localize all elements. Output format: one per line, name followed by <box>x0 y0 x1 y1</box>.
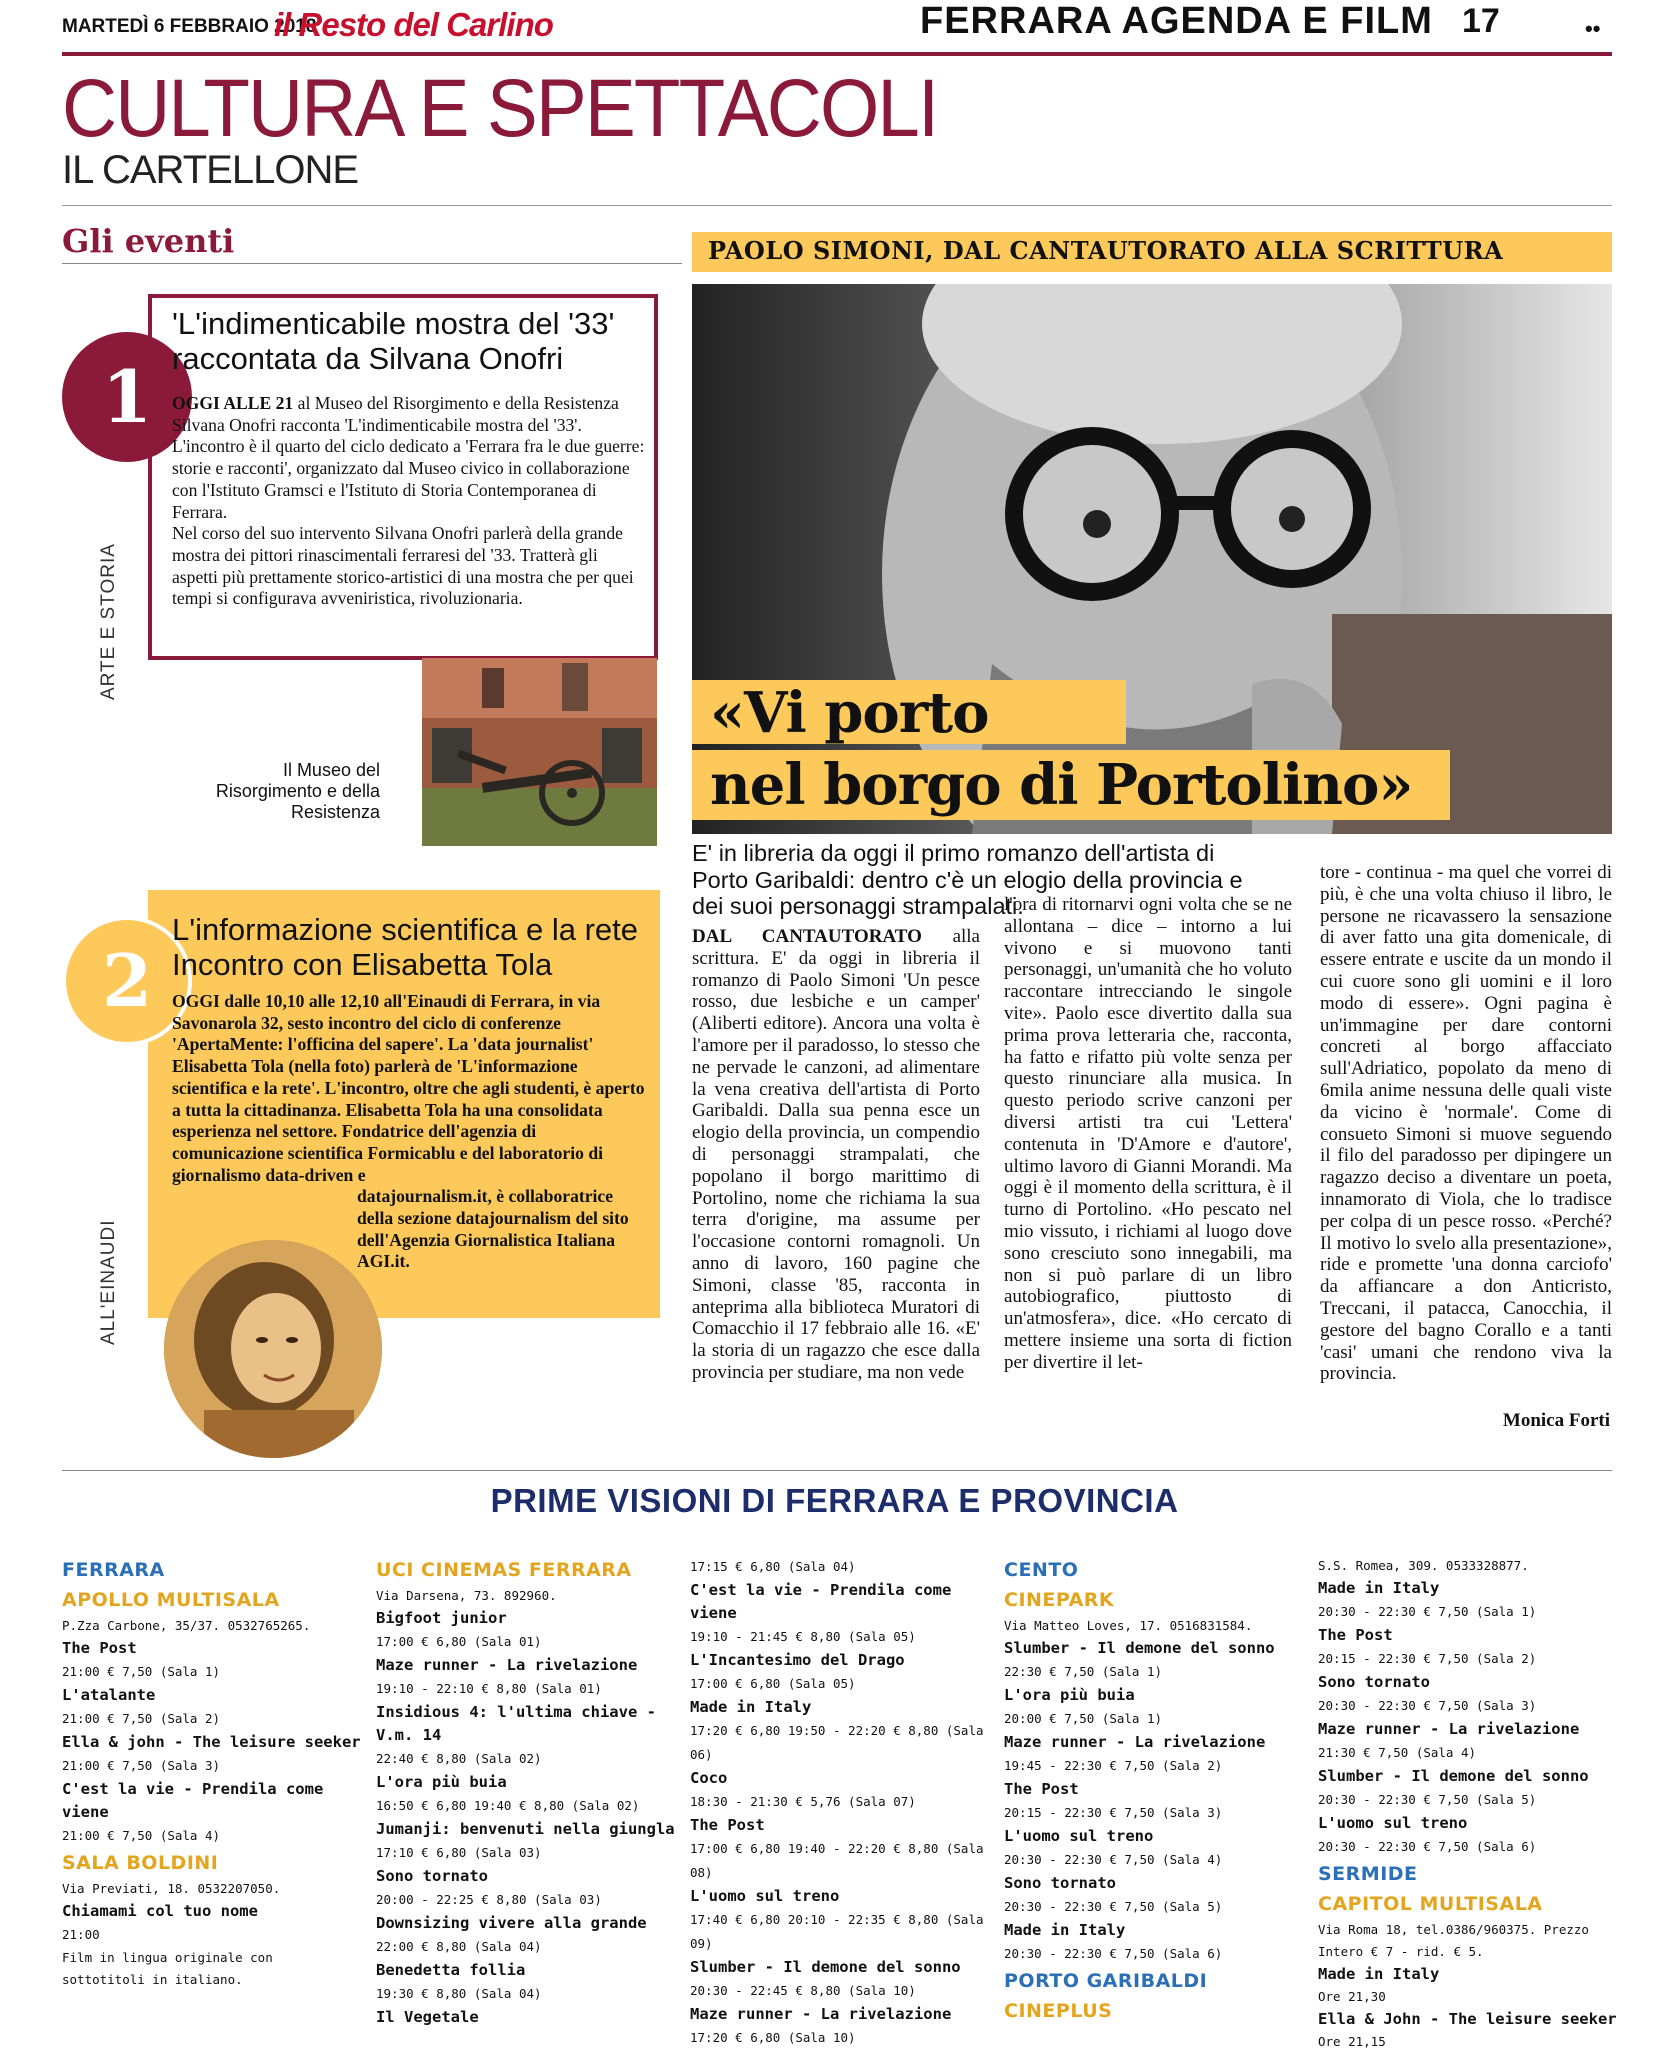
venue-address: Via Darsena, 73. 892960. <box>376 1588 557 1603</box>
venue-address: Ore 21,15 <box>1318 2034 1386 2049</box>
event-1-body <box>172 393 647 610</box>
header-rule <box>62 52 1612 56</box>
headline-line-1: «Vi porto <box>710 680 989 746</box>
film-title: Maze runner - La rivelazione <box>1004 1733 1266 1751</box>
event-number-badge: 2 <box>62 916 192 1046</box>
film-title: L'uomo sul treno <box>1004 1827 1154 1845</box>
film-title: The Post <box>62 1639 137 1657</box>
cinema-column <box>62 1555 362 1991</box>
cinema-column <box>1318 1555 1618 2053</box>
showtime: 21:00 € 7,50 (Sala 2) <box>62 1711 221 1726</box>
showtime: 21:00 € 7,50 (Sala 1) <box>62 1664 221 1679</box>
showtime: 20:30 - 22:30 € 7,50 (Sala 4) <box>1004 1852 1223 1867</box>
film-title: Insidious 4: l'ultima chiave - V.m. 14 <box>376 1703 656 1744</box>
article-column-1 <box>692 926 980 1384</box>
film-title: Maze runner - La rivelazione <box>1318 1720 1580 1738</box>
showtime: 17:20 € 6,80 (Sala 10) <box>690 2030 856 2045</box>
venue-name: APOLLO MULTISALA <box>62 1589 280 1611</box>
event-1-text: al Museo del Risorgimento e della Resistenza Silvana Onofri racconta 'L'indimenticabile mostra del '33'. L'incontro è il quarto del ciclo dedicato a 'Ferrara fra le due guerre: storie e racconti', organizzato dal Museo civico in collaborazione con l'Istituto Gramsci e l'Istituto di Storia Contemporanea di Ferrara. <box>172 393 645 522</box>
showtime: 21:00 <box>62 1927 100 1942</box>
film-title: Made in Italy <box>1004 1921 1126 1939</box>
film-title: Maze runner - La rivelazione <box>376 1656 638 1674</box>
event-number-badge: 1 <box>62 332 192 462</box>
showtime: 19:10 - 21:45 € 8,80 (Sala 05) <box>690 1629 916 1644</box>
newspaper-logo: il Resto del Carlino <box>274 6 553 43</box>
showtime: 16:50 € 6,80 19:40 € 8,80 (Sala 02) <box>376 1798 640 1813</box>
film-title: Il Vegetale <box>376 2008 479 2026</box>
film-title: The Post <box>690 1816 765 1834</box>
events-heading: Gli eventi <box>62 222 235 260</box>
article-text: alla scrittura. E' da oggi in libreria il romanzo di Paolo Simoni 'Un pesce rosso, due lesbiche e un camper' (Aliberti editore). Ancora una volta è l'amore per il paradosso, lo stesso che ne pervade le canzoni, ad alimentare la vena creativa dell'artista di Porto Garibaldi. Dalla sua penna esce un elogio della provincia, un compendio di personaggi strampalati, che popolano il borgo marittimo di Portolino, nome che richiama la sua terra d'origine, ma assume per l'occasione contorni romagnoli. Un anno di lavoro, 160 pagine che Simoni, classe '85, racconta in anteprima alla biblioteca Muratori di Comacchio il 17 febbraio alle 16. «E' la storia di un ragazzo che esce dalla provincia per studiare, ma non vede <box>692 926 980 1383</box>
film-title: Made in Italy <box>1318 1965 1440 1983</box>
film-title: Coco <box>690 1769 728 1787</box>
city-heading: PORTO GARIBALDI <box>1004 1970 1208 1992</box>
showtime: 22:40 € 8,80 (Sala 02) <box>376 1751 542 1766</box>
showtime: 19:45 - 22:30 € 7,50 (Sala 2) <box>1004 1758 1223 1773</box>
showtime: 20:15 - 22:30 € 7,50 (Sala 2) <box>1318 1651 1537 1666</box>
film-title: Sono tornato <box>1318 1673 1430 1691</box>
film-title: Made in Italy <box>1318 1579 1440 1597</box>
showtime: 22:30 € 7,50 (Sala 1) <box>1004 1664 1163 1679</box>
article-column-2: l'ora di ritornarvi ogni volta che se ne allontana – dice – intorno a lui vivono e si muovono tanti personaggi, un'umanità che ho voluto raccontare intrecciando le singole vite». Paolo esce divertito dalla sua prima prova letteraria che, racconta, ha fatto e rifatto più volte senza per questo rinunciare alla musica. In questo periodo scrive canzoni per diversi artisti tra cui 'Lettera' contenuta in 'D'Amore e d'autore', ultimo lavoro di Gianni Morandi. Ma oggi è il momento della scrittura, è il turno di Portolino. «Ho pescato nel mio vissuto, i richiami al luogo dove sono cresciuto sono innegabili, ma non si può parlare di un libro autobiografico, piuttosto di un'atmosfera», dice. «Ho cercato di mettere insieme una sorta di fiction per divertire il let- <box>1004 894 1292 1373</box>
header-dots: •• <box>1585 16 1601 41</box>
page-number: 17 <box>1462 2 1500 40</box>
film-title: Downsizing vivere alla grande <box>376 1914 647 1932</box>
feature-kicker: PAOLO SIMONI, DAL CANTAUTORATO ALLA SCRITTURA <box>708 236 1504 265</box>
film-title: L'atalante <box>62 1686 156 1704</box>
film-title: Slumber - Il demone del sonno <box>1318 1767 1589 1785</box>
film-title: Ella & john - The leisure seeker <box>62 1733 361 1751</box>
article-column-3: tore - continua - ma quel che vorrei di più, è che una volta chiuso il libro, le persone ne ricavassero la sensazione di aver fatto una gita domenicale, di essere entrate e uscite da un mondo il cui cuore sono gli uomini e il loro modo di essere». Ogni pagina è un'immagine per dare contorni concreti al borgo affacciato sull'Adriatico, popolato da meno di 6mila anime nessuna delle quali viste da vicino è 'normale'. Come di consueto Simoni si muove seguendo il filo del paradosso per dipingere un ragazzo deciso a diventare un poeta, innamorato di Viola, che lo tradisce per colpa di un pesce rosso. «Perché? Il motivo lo svelo alla presentazione», ride e promette 'una donna carciofo' da affiancare a don Anticristo, Treccani, il patacca, Canocchia, il gestore del bagno Corallo e a tanti 'casi' umani che rendono viva la provincia. <box>1320 862 1612 1385</box>
venue-address: Via Previati, 18. 0532207050. <box>62 1881 281 1896</box>
showtime: 17:20 € 6,80 19:50 - 22:20 € 8,80 (Sala 06) <box>690 1723 984 1762</box>
city-heading: CENTO <box>1004 1559 1079 1581</box>
cinema-heading: PRIME VISIONI DI FERRARA E PROVINCIA <box>490 1482 1179 1519</box>
showtime: 20:15 - 22:30 € 7,50 (Sala 3) <box>1004 1805 1223 1820</box>
film-title: C'est la vie - Prendila come viene <box>690 1581 952 1622</box>
showtime: 20:30 - 22:30 € 7,50 (Sala 6) <box>1004 1946 1223 1961</box>
venue-address: P.Zza Carbone, 35/37. 0532765265. <box>62 1618 311 1633</box>
film-title: L'uomo sul treno <box>690 1887 840 1905</box>
film-title: The Post <box>1004 1780 1079 1798</box>
event-2-text-indent: datajournalism.it, è collaboratrice della sezione datajournalism del sito dell'Agenzia Giornalistica Italiana AGI.it. <box>357 1186 629 1272</box>
headline-line-2: nel borgo di Portolino» <box>710 752 1413 818</box>
venue-address: Film in lingua originale con sottotitoli in italiano. <box>62 1950 273 1987</box>
showtime: 19:30 € 8,80 (Sala 04) <box>376 1986 542 2001</box>
film-title: Slumber - Il demone del sonno <box>1004 1639 1275 1657</box>
showtime: 17:00 € 6,80 19:40 - 22:20 € 8,80 (Sala 08) <box>690 1841 984 1880</box>
event-1-category: ARTE E STORIA <box>98 543 119 700</box>
film-title: L'ora più buia <box>376 1773 507 1791</box>
showtime: 20:30 - 22:45 € 8,80 (Sala 10) <box>690 1983 916 1998</box>
event-2-category: ALL'EINAUDI <box>98 1219 119 1345</box>
venue-name: CAPITOL MULTISALA <box>1318 1893 1543 1915</box>
cinema-column <box>690 1555 990 2050</box>
film-title: Made in Italy <box>690 1698 812 1716</box>
article-lead: DAL CANTAUTORATO <box>692 926 922 947</box>
venue-address: Ore 21,30 <box>1318 1989 1386 2004</box>
event-1-text-2: Nel corso del suo intervento Silvana Onofri parlerà della grande mostra dei pittori rinascimentali ferraresi del '33. Tratterà gli aspetti più prettamente storico-artistici di una mostra che per quei tempi si configurava avveniristica, rivoluzionaria. <box>172 523 634 609</box>
showtime: 20:30 - 22:30 € 7,50 (Sala 6) <box>1318 1839 1537 1854</box>
showtime: 20:00 - 22:25 € 8,80 (Sala 03) <box>376 1892 602 1907</box>
museum-photo <box>422 658 657 846</box>
showtime: 17:15 € 6,80 (Sala 04) <box>690 1559 856 1574</box>
showtime: 21:30 € 7,50 (Sala 4) <box>1318 1745 1477 1760</box>
showtime: 22:00 € 8,80 (Sala 04) <box>376 1939 542 1954</box>
divider <box>62 1470 1612 1471</box>
venue-name: SALA BOLDINI <box>62 1852 219 1874</box>
photo-caption: Il Museo del Risorgimento e della Resistenza <box>215 760 380 822</box>
film-title: Chiamami col tuo nome <box>62 1902 258 1920</box>
showtime: 20:00 € 7,50 (Sala 1) <box>1004 1711 1163 1726</box>
header-date: MARTEDÌ 6 FEBBRAIO 2018 <box>62 16 317 37</box>
film-title: Maze runner - La rivelazione <box>690 2005 952 2023</box>
showtime: 20:30 - 22:30 € 7,50 (Sala 5) <box>1004 1899 1223 1914</box>
film-title: Benedetta follia <box>376 1961 526 1979</box>
city-heading: SERMIDE <box>1318 1863 1418 1885</box>
event-1-lead: OGGI ALLE 21 <box>172 393 294 413</box>
divider <box>62 263 682 264</box>
event-1-title: 'L'indimenticabile mostra del '33' raccontata da Silvana Onofri <box>172 306 615 376</box>
film-title: The Post <box>1318 1626 1393 1644</box>
film-title: L'Incantesimo del Drago <box>690 1651 905 1669</box>
event-2-text: OGGI dalle 10,10 alle 12,10 all'Einaudi di Ferrara, in via Savonarola 32, sesto incontro del ciclo di conferenze 'ApertaMente: l'officina del sapere'. La 'data journalist' Elisabetta Tola (nella foto) parlerà de 'L'informazione scientifica e la rete'. L'incontro, oltre che agli studenti, è aperto a tutta la cittadinanza. Elisabetta Tola ha una consolidata esperienza nel settore. Fondatrice dell'agenzia di comunicazione scientifica Formicablu e del laboratorio di giornalismo data-driven e <box>172 991 645 1185</box>
section-title: CULTURA E SPETTACOLI <box>62 63 938 154</box>
city-heading: FERRARA <box>62 1559 165 1581</box>
showtime: 19:10 - 22:10 € 8,80 (Sala 01) <box>376 1681 602 1696</box>
cinema-column <box>376 1555 676 2029</box>
showtime: 17:10 € 6,80 (Sala 03) <box>376 1845 542 1860</box>
film-title: Sono tornato <box>376 1867 488 1885</box>
showtime: 17:00 € 6,80 (Sala 05) <box>690 1676 856 1691</box>
byline: Monica Forti <box>1502 1410 1610 1431</box>
venue-name: CINEPLUS <box>1004 2000 1113 2022</box>
showtime: 20:30 - 22:30 € 7,50 (Sala 3) <box>1318 1698 1537 1713</box>
film-title: Slumber - Il demone del sonno <box>690 1958 961 1976</box>
showtime: 17:40 € 6,80 20:10 - 22:35 € 8,80 (Sala 09) <box>690 1912 984 1951</box>
film-title: Ella & John - The leisure seeker <box>1318 2010 1617 2028</box>
section-label: FERRARA AGENDA E FILM <box>920 0 1433 42</box>
portrait-photo <box>164 1240 382 1458</box>
divider <box>62 205 1612 206</box>
venue-address: S.S. Romea, 309. 0533328877. <box>1318 1558 1529 1573</box>
film-title: C'est la vie - Prendila come viene <box>62 1780 324 1821</box>
showtime: 21:00 € 7,50 (Sala 3) <box>62 1758 221 1773</box>
film-title: Jumanji: benvenuti nella giungla <box>376 1820 675 1838</box>
venue-address: Via Matteo Loves, 17. 0516831584. <box>1004 1618 1253 1633</box>
event-2-body <box>172 991 647 1273</box>
showtime: 18:30 - 21:30 € 5,76 (Sala 07) <box>690 1794 916 1809</box>
section-subtitle: IL CARTELLONE <box>62 148 359 192</box>
film-title: Sono tornato <box>1004 1874 1116 1892</box>
showtime: 21:00 € 7,50 (Sala 4) <box>62 1828 221 1843</box>
showtime: 20:30 - 22:30 € 7,50 (Sala 5) <box>1318 1792 1537 1807</box>
venue-name: UCI CINEMAS FERRARA <box>376 1559 632 1581</box>
film-title: L'uomo sul treno <box>1318 1814 1468 1832</box>
venue-name: CINEPARK <box>1004 1589 1115 1611</box>
film-title: Bigfoot junior <box>376 1609 507 1627</box>
showtime: 17:00 € 6,80 (Sala 01) <box>376 1634 542 1649</box>
showtime: 20:30 - 22:30 € 7,50 (Sala 1) <box>1318 1604 1537 1619</box>
feature-summary: E' in libreria da oggi il primo romanzo dell'artista di Porto Garibaldi: dentro c'è un elogio della provincia e dei suoi personaggi strampalati. <box>692 840 1243 919</box>
cinema-column <box>1004 1555 1304 2026</box>
event-2-title: L'informazione scientifica e la rete Incontro con Elisabetta Tola <box>172 912 638 982</box>
film-title: L'ora più buia <box>1004 1686 1135 1704</box>
venue-address: Via Roma 18, tel.0386/960375. Prezzo Intero € 7 - rid. € 5. <box>1318 1922 1589 1959</box>
